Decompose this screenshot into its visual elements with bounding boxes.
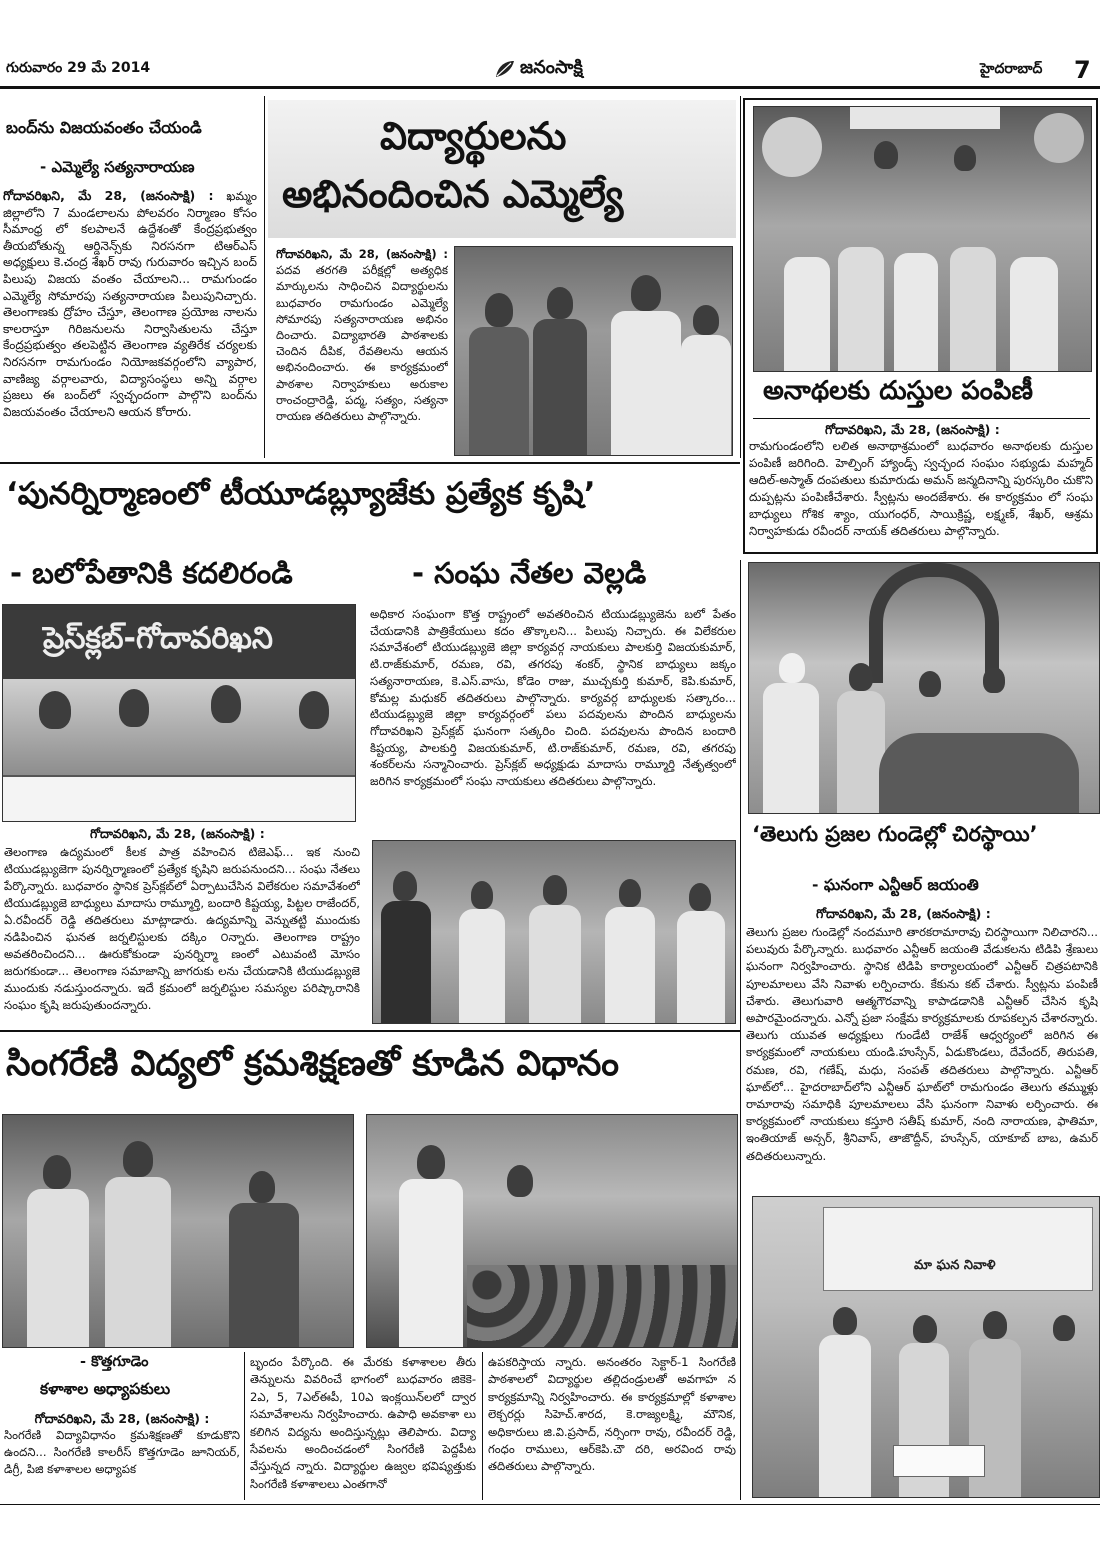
photo-person xyxy=(119,689,149,727)
photo-person xyxy=(485,293,513,327)
story5-photo-memorial xyxy=(748,562,1100,814)
story6-subhead-line2: కళాశాల అధ్యాపకులు xyxy=(40,1380,171,1398)
photo-person xyxy=(393,871,417,901)
photo-person-body xyxy=(605,907,655,1023)
story4-photo-pressclub xyxy=(2,604,356,822)
column-divider xyxy=(482,1352,483,1500)
story1-dateline: గోదావరిఖని, మే 28, (జనంసాక్షి) : xyxy=(3,188,214,203)
story6-headline: సింగరేణి విద్యలో క్రమశిక్షణతో కూడిన విధానం xyxy=(6,1044,620,1084)
photo-person xyxy=(919,671,941,697)
story5-photo-cake xyxy=(752,1196,1100,1498)
photo-table xyxy=(3,775,355,822)
photo-arch xyxy=(869,563,999,683)
masthead-rule xyxy=(0,86,1100,89)
story6-subhead-line1: - కొత్తగూడెం xyxy=(80,1354,149,1370)
photo-person xyxy=(39,691,71,729)
photo-person xyxy=(547,287,573,319)
photo-person xyxy=(983,1311,1007,1339)
ntr-banner xyxy=(823,1207,1093,1291)
story3-rule xyxy=(753,418,1090,419)
photo-person xyxy=(543,875,567,905)
story6-photo-right xyxy=(366,1114,738,1348)
issue-date: గురువారం 29 మే 2014 xyxy=(6,60,151,76)
story5-body: తెలుగు ప్రజల గుండెల్లో నందమూరి తారకరామారావు చిరస్థాయిగా నిలిచారని... పలువురు పేర్కొన్నారు. బుధవారం ఎన్టీఆర్ జయంతి వేడుకలను టిడిపి శ్రేణులు ఘనంగా నిర్వహించారు. స్థానిక టిడిపి కార్యాలయంలో ఎన్టీఆర్ చిత్రపటానికి పూలమాలలు వేసి నివాళు లర్పించారు. కేకును కట్ చేశారు. స్వీట్లను పంపిణీ చేశారు. తెలుగువారి ఆత్మగౌరవాన్ని కాపాడడానికి ఎన్టీఆర్ చేసిన కృషి అపారమైందన్నారు. ఎన్నో ప్రజా సంక్షేమ కార్యక్రమాలకు రూపకల్పన చేశారన్నారు. తెలుగు యువత అధ్యక్షులు గుండేటి రాజేశ్ ఆధ్వర్యంలో జరిగిన ఈ కార్యక్రమంలో నాయకులు యండి.హుస్సేన్, ఏడుకొండలు, దేవేందర్, తిరుపతి, రమణ, రవి, గణేష్, మధు, సంపత్ తదితరులు పాల్గొన్నారు. ఎన్టీఆర్ ఘాట్‌లో... హైదరాబాద్‌లోని ఎన్టీఆర్ ఘాట్‌లో రామగుండం తెలుగు తమ్ముళ్లు రామారావు సమాధికి పూలమాలలు వేసి ఘనంగా నివాళు లర్పించారు. ఈ కార్యక్రమంలో నాయకులు కస్తూరి సతీష్ కుమార్, నంది నారాయణ, ఫాతిమా, ఇంతియాజ్ అన్సర్, శ్రీనివాస్, తాజొద్దీన్, హుస్సేన్, యాకూబ్ బాబ, ఉమర్ తదితరులున్నారు. xyxy=(746,925,1098,1163)
photo-person xyxy=(779,653,805,683)
photo-balloons xyxy=(762,117,822,177)
photo-person xyxy=(954,145,976,171)
page-bottom-rule xyxy=(0,1504,1100,1505)
story6-body-col2: బృందం పేర్కొంది. ఈ మేరకు కళాశాలల తీరు తెన్నులను వివరించే భాగంలో బుధవారం జికెకె- 2ఎ, 5, 7ఎల్ఈపీ, 10ఎ ఇంక్లయిన్‌లలో ద్వార సమావేశాలను నిర్వహించారు. ఉపాధి అవకాశా లు కలిగిన విద్యను అందిస్తున్నట్లు తెలిపారు. విద్యా సేవలను అందించడంలో సింగరేణి పెద్దపీట వేస్తున్నద న్నారు. విద్యార్థుల ఉజ్వల భవిష్యత్తుకు సింగరేణి కళాశాలలు ఎంతగానో xyxy=(250,1355,476,1491)
photo-person-body xyxy=(677,911,725,1023)
story1-headline: బంద్‌ను విజయవంతం చేయండి xyxy=(6,118,202,137)
story6-photo-left xyxy=(2,1114,354,1348)
column-divider xyxy=(244,1352,245,1500)
story4-body-right: అధికార సంఘంగా కొత్త రాష్ట్రంలో అవతరించిన టియుడబ్ల్యుజెను బలో పేతం చేయడానికి పాత్రికేయులు కదం తొక్కాలని... పిలుపు నిచ్చారు. ఈ విలేకరుల సమావేశంలో టియుడబ్ల్యుజె జిల్లా కార్యవర్గ నాయకులు పాలకుర్తి విజయకుమార్, టి.రాజ్‌కుమార్, రమణ, రవి, తగరపు శంకర్, స్థానిక బాధ్యులు జక్కం సత్యనారాయణ, కె.ఎస్.వాసు, కోడెం రాజు, ముచ్చకుర్తి కుమార్, కెపి.కుమార్, కోమల్ల మధుకర్ తదితరులు పాల్గొన్నారు. కార్యవర్గ బాధ్యులకు సత్కారం... టియుడబ్ల్యుజె జిల్లా కార్యవర్గంలో పలు పదవులను పొందిన బాధ్యులను గోదావరిఖని ప్రెస్‌క్లబ్ ఘనంగా సత్కరిం చింది. పదవులను పొందిన బందారి కిష్టయ్య, పాలకుర్తి విజయకుమార్, టి.రాజ్‌కుమార్, రమణ, రవి, తగరపు శంకర్‌లను సన్మానించారు. ప్రెస్‌క్లబ్ అధ్యక్షుడు మాదాసు రామ్మూర్తి నేతృత్వంలో జరిగిన కార్యక్రమంలో సంఘ నాయకులు తదితరులు పాల్గొన్నారు. xyxy=(370,607,736,789)
photo-person-body xyxy=(381,901,431,1023)
story1-subhead: - ఎమ్మెల్యే సత్యనారాయణ xyxy=(40,158,195,176)
photo-cake xyxy=(893,1445,985,1477)
photo-person-body xyxy=(469,327,529,455)
photo-person xyxy=(123,1141,153,1177)
story4-subhead-left: - బలోపేతానికి కదలిరండి xyxy=(10,556,293,590)
story6-body-col1 xyxy=(4,1410,240,1500)
section-rule xyxy=(0,462,740,464)
photo-person-body xyxy=(229,1203,299,1347)
photo-helmets xyxy=(467,1265,737,1347)
photo-person-body xyxy=(894,253,938,371)
story2-photo xyxy=(454,246,733,456)
photo-person xyxy=(833,1307,857,1335)
photo-person xyxy=(249,1171,275,1203)
photo-person xyxy=(849,663,873,691)
section-rule xyxy=(0,1030,740,1032)
story6-dateline: గోదావరిఖని, మే 28, (జనంసాక్షి) : xyxy=(34,1411,210,1426)
photo-person xyxy=(211,685,241,723)
paper-name: జనంసాక్షి xyxy=(520,56,583,78)
pressclub-banner xyxy=(3,605,355,679)
photo-person xyxy=(619,879,641,907)
photo-person-body xyxy=(681,335,731,455)
photo-person-body xyxy=(399,1179,463,1347)
photo-person-body xyxy=(784,257,830,371)
story2-headline-line2: అభినందించిన ఎమ్మెల్యే xyxy=(282,172,624,216)
photo-person-body xyxy=(611,311,681,455)
story4-headline: ‘పునర్నిర్మాణంలో టీయూడబ్ల్యూజేకు ప్రత్యేక కృషి’ xyxy=(6,476,596,512)
photo-person xyxy=(689,883,711,911)
story2-dateline: గోదావరిఖని, మే 28, (జనంసాక్షి) : xyxy=(276,247,448,261)
photo-balloons xyxy=(1034,113,1084,163)
story3-dateline: గోదావరిఖని, మే 28, (జనంసాక్షి) : xyxy=(825,422,1000,437)
story2-body xyxy=(276,246,448,458)
photo-person xyxy=(417,1145,445,1179)
story-orphans xyxy=(743,98,1098,554)
paper-logo xyxy=(494,56,644,82)
column-divider xyxy=(740,96,741,458)
photo-person xyxy=(983,667,1005,693)
story5-dateline: గోదావరిఖని, మే 28, (జనంసాక్షి) : xyxy=(816,906,991,921)
city-label: హైదరాబాద్ xyxy=(980,61,1043,77)
story1-text: ఖమ్మం జిల్లాలోని 7 మండలాలను పోలవరం నిర్మాణం కోసం సీమాంధ్ర లో కలపాలనే ఉద్దేశంతో కేంద్రప్రభుత్వం తీయబోతున్న ఆర్డినెన్స్‌కు నిరసనగా టిఆర్ఎస్ అధ్యక్షులు కె.చంద్ర శేఖర్ రావు గురువారం ఇచ్చిన బంద్ పిలుపు విజయ వంతం చేయాలని... రామగుండం ఎమ్మెల్యే సోమారపు సత్యనారాయణ పిలుపునిచ్చారు. తెలంగాణకు ద్రోహం చేస్తూ, తెలంగాణ ప్రయోజ నాలను కాలరాస్తూ గిరిజనులను నిర్వాసితులను చేస్తూ కేంద్రప్రభుత్వం తలపెట్టిన తెలంగాణ వ్యతిరేక చర్యలకు నిరసనగా రామగుండం నియోజకవర్గంలోని వ్యాపార, వాణిజ్య వర్గాలవారు, విద్యాసంస్థలు అన్ని వర్గాల ప్రజలు ఈ బంద్‌లో స్వచ్ఛందంగా పాల్గొని బంద్‌ను విజయవంతం చేయాలని ఆయన కోరారు. xyxy=(3,189,257,419)
story2-text: పదవ తరగతి పరీక్షల్లో అత్యధిక మార్కులను సాధించిన విద్యార్థులను బుధవారం రామగుండం ఎమ్మెల్యే సోమారపు సత్యనారాయణ అభినం దించారు. విద్యాభారతి పాఠశాలకు చెందిన దీపిక, రేవతిలను ఆయన అభినందించారు. ఈ కార్యక్రమంలో పాఠశాల నిర్వాహకులు అరుకాల రాంచంద్రారెడ్డి, పద్మ, సత్యం, సత్యనా రాయణ తదితరులు పాల్గొన్నారు. xyxy=(276,263,448,424)
photo-person-body xyxy=(27,1189,89,1347)
story6-text-col1: సింగరేణి విద్యావిధానం క్రమశిక్షణతో కూడుకొని ఉందని... సింగరేణి కాలరీస్ కొత్తగూడెం జూనియర్, డిగ్రీ, పిజి కళాశాలల అధ్యాపక xyxy=(4,1428,240,1476)
story6-body-col3: ఉపకరిస్తాయ న్నారు. అనంతరం సెక్టార్-1 సింగరేణి పాఠశాలలో విద్యార్థుల తల్లిదండ్రులతో అవగాహ న కార్యక్రమాన్ని నిర్వహించారు. ఈ కార్యక్రమాల్లో కళాశాల లెక్చరర్లు సిహెచ్.శారద, కె.రాజ్యలక్ష్మి, మౌనిక, అధికారులు జి.వి.ప్రసాద్, నర్సింగా రావు, రవీందర్ రెడ్డి, గంధం రాములు, ఆర్‌కెపి.చౌ దరి, అరవింద రావు తదితరులు పాల్గొన్నారు. xyxy=(488,1355,736,1474)
story5-headline: ‘తెలుగు ప్రజల గుండెల్లో చిరస్థాయి’ xyxy=(752,822,1038,846)
story4-photo-felicitation xyxy=(372,840,736,1024)
story-bandh xyxy=(0,96,262,458)
story3-body: రామగుండంలోని లలిత అనాథాశ్రమంలో బుధవారం అనాథలకు దుస్తుల పంపిణీ జరిగింది. హెల్పింగ్ హ్యాండ్స్ స్వచ్ఛంద సంఘం సభ్యుడు మహ్మద్ ఆదిల్-అస్మాత్ దంపతులు కుమారుడు అమన్ జన్మదినాన్ని పురస్కరిం చుకొని దుప్పట్లను పంపిణీచేశారు. స్వీట్లను అందజేశారు. ఈ కార్యక్రమం లో సంఘ బాధ్యులు గోశిక శ్యాం, యుగంధర్, సాయిక్రిష్ణ, లక్ష్మణ్, శేఖర్, ఆశ్రమ నిర్వాహకుడు రవీందర్ నాయక్ తదితరులు పాల్గొన్నారు. xyxy=(749,439,1093,538)
story4-subhead-right: - సంఘ నేతల వెల్లడి xyxy=(412,556,647,590)
column-divider xyxy=(264,96,265,458)
story3-headline: అనాథలకు దుస్తుల పంపిణీ xyxy=(763,376,1033,406)
photo-person-body xyxy=(459,909,505,1023)
photo-person xyxy=(693,305,719,335)
photo-person-body xyxy=(105,1177,171,1347)
column-divider xyxy=(740,560,741,1500)
photo-person-body xyxy=(838,247,884,371)
photo-person xyxy=(299,691,329,729)
pressclub-banner-text: ప్రెస్‌క్లబ్-గోదావరిఖని xyxy=(43,621,273,656)
story4-body-left: తెలంగాణ ఉద్యమంలో కీలక పాత్ర వహించిన టిజెఎఫ్... ఇక నుంచి టియుడబ్ల్యుజెగా పునర్నిర్మాణంలో ప్రత్యేక కృషిని జరుపనుందని... సంఘ నేతలు పేర్కొన్నారు. బుధవారం స్థానిక ప్రెస్‌క్లబ్‌లో ఏర్పాటుచేసిన విలేకరుల సమావేశంలో టియుడబ్ల్యుజె బాధ్యులు మాదాసు రామ్మూర్తి, బందారి కిష్టయ్య, పిట్టల రాజేందర్, ఏ.రవీందర్ రెడ్డి తదితరులు మాట్లాడారు. ఉద్యమాన్ని వెన్నుతట్టి ముందుకు నడిపించిన ఘనత జర్నలిస్టులకు దక్కిం ౦న్నారు. తెలంగాణ రాష్ట్రం అవతరించిందని... ఊరుకోకుండా పునర్నిర్మా ణంలో ఎటువంటి మోసం జరుగకుండా... తెలంగాణ సమాజాన్ని జాగరుకు లను చేయడానికి టియుడబ్ల్యుజె ముందుకు నడుస్తుందన్నారు. ఇదే క్రమంలో జర్నలిస్టుల సమస్యల పరిష్కారానికి సంఘం కృషి జరుపుతుందన్నారు. xyxy=(4,845,360,1012)
story5-subhead: - ఘనంగా ఎన్టీఆర్ జయంతి xyxy=(812,876,979,894)
story-students xyxy=(268,96,736,458)
photo-person xyxy=(874,141,898,169)
ntr-banner-text: మా ఘన నివాళి xyxy=(914,1258,996,1273)
photo-person-body xyxy=(533,319,587,455)
photo-person-body xyxy=(529,905,581,1023)
photo-person xyxy=(471,881,493,909)
photo-person xyxy=(631,275,661,311)
photo-person-body xyxy=(1010,257,1058,371)
photo-person xyxy=(1053,1315,1075,1341)
photo-person xyxy=(507,1165,533,1197)
story3-photo xyxy=(753,106,1092,372)
story2-headline-line1: విద్యార్థులను xyxy=(380,114,567,158)
photo-person xyxy=(43,1155,71,1189)
photo-person-body xyxy=(819,1335,871,1497)
photo-person-body xyxy=(950,247,996,371)
logo-leaf-icon xyxy=(494,59,516,79)
story4-dateline: గోదావరిఖని, మే 28, (జనంసాక్షి) : xyxy=(90,826,265,841)
photo-banner xyxy=(850,107,1000,129)
photo-person xyxy=(913,1315,937,1343)
story1-body xyxy=(3,188,257,458)
page-number: 7 xyxy=(1074,56,1091,84)
photo-person-body xyxy=(837,691,885,813)
photo-flowers xyxy=(879,733,1079,813)
photo-person-body xyxy=(763,683,819,813)
